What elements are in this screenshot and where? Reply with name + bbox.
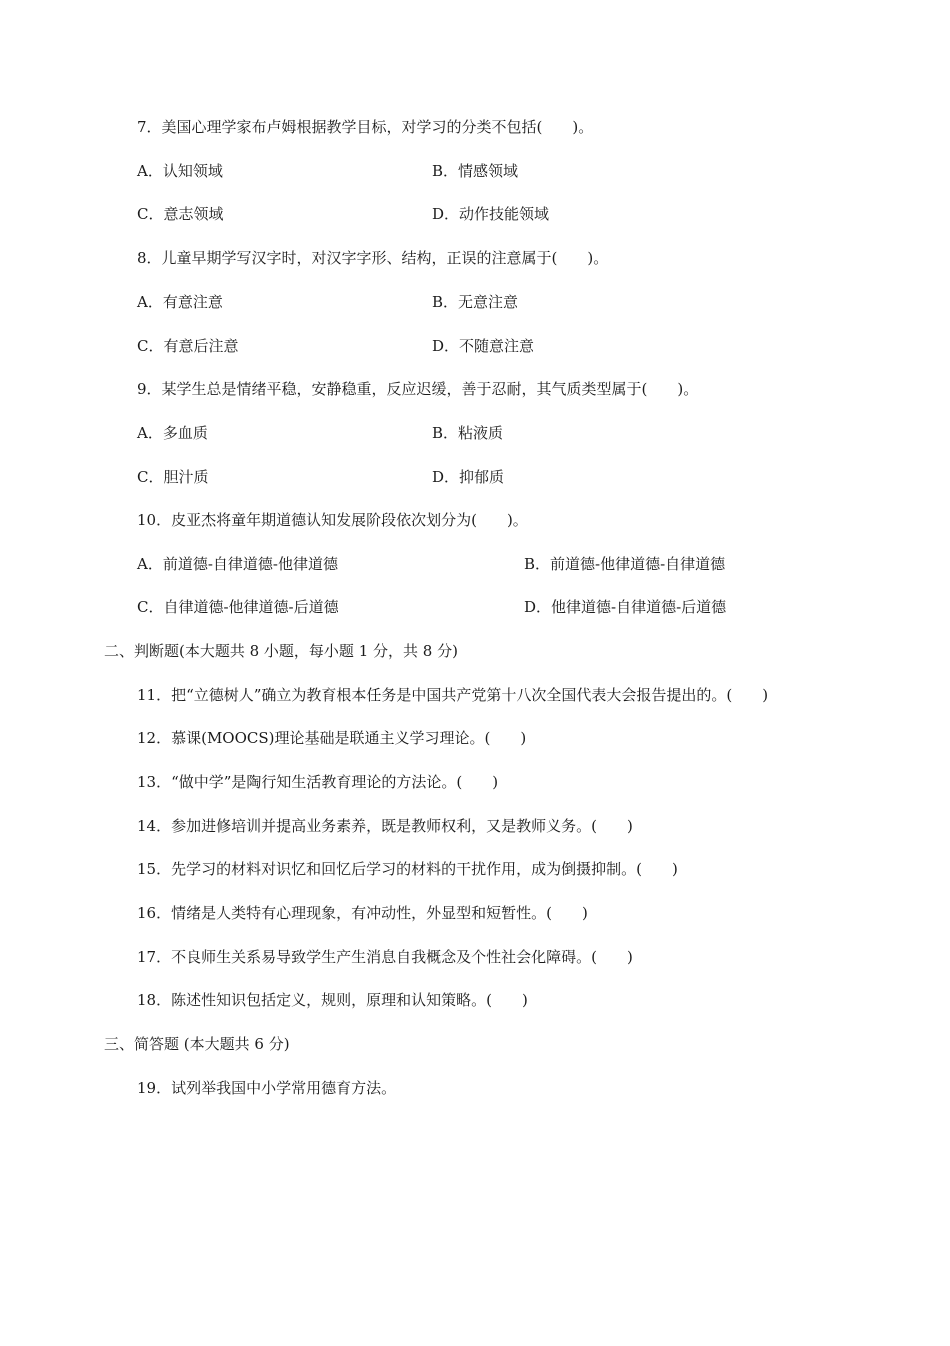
question-9-stem: 9．某学生总是情绪平稳，安静稳重，反应迟缓，善于忍耐，其气质类型属于( )。 [137,380,699,398]
question-10-option-c: C．自律道德-他律道德-后道德 [137,598,339,616]
judgment-item-13: 13．“做中学”是陶行知生活教育理论的方法论。( ) [137,773,499,791]
question-10-stem: 10．皮亚杰将童年期道德认知发展阶段依次划分为( )。 [137,511,528,529]
judgment-item-11: 11．把“立德树人”确立为教育根本任务是中国共产党第十八次全国代表大会报告提出的。( ) [137,686,769,704]
question-8-option-a: A．有意注意 [137,293,223,311]
question-8-option-d: D．不随意注意 [432,337,535,355]
question-10-option-b: B．前道德-他律道德-自律道德 [524,555,726,573]
question-7-option-d: D．动作技能领域 [432,205,550,223]
question-8-option-c: C．有意后注意 [137,337,239,355]
question-9-option-a: A．多血质 [137,424,208,442]
question-9-option-b: B．粘液质 [432,424,504,442]
judgment-item-16: 16．情绪是人类特有心理现象，有冲动性，外显型和短暂性。( ) [137,904,588,922]
question-10-option-a: A．前道德-自律道德-他律道德 [137,555,338,573]
judgment-item-12: 12．慕课(MOOCS)理论基础是联通主义学习理论。( ) [137,729,527,747]
judgment-item-18: 18．陈述性知识包括定义，规则，原理和认知策略。( ) [137,991,528,1009]
question-9-option-c: C．胆汁质 [137,468,209,486]
short-answer-item-19: 19．试列举我国中小学常用德育方法。 [137,1079,397,1097]
section-2-title: 二、判断题(本大题共 8 小题，每小题 1 分，共 8 分) [104,642,458,660]
question-8-option-b: B．无意注意 [432,293,519,311]
judgment-item-15: 15．先学习的材料对识忆和回忆后学习的材料的干扰作用，成为倒摄抑制。( ) [137,860,678,878]
question-7-option-a: A．认知领域 [137,162,223,180]
section-3-title: 三、简答题 (本大题共 6 分) [104,1035,290,1053]
question-8-stem: 8．儿童早期学写汉字时，对汉字字形、结构，正误的注意属于( )。 [137,249,609,267]
question-10-option-d: D．他律道德-自律道德-后道德 [524,598,727,616]
judgment-item-14: 14．参加进修培训并提高业务素养，既是教师权利，又是教师义务。( ) [137,817,633,835]
question-7-option-b: B．情感领域 [432,162,519,180]
question-7-stem: 7．美国心理学家布卢姆根据教学目标，对学习的分类不包括( )。 [137,118,594,136]
question-9-option-d: D．抑郁质 [432,468,505,486]
question-7-option-c: C．意志领域 [137,205,224,223]
judgment-item-17: 17．不良师生关系易导致学生产生消息自我概念及个性社会化障碍。( ) [137,948,633,966]
